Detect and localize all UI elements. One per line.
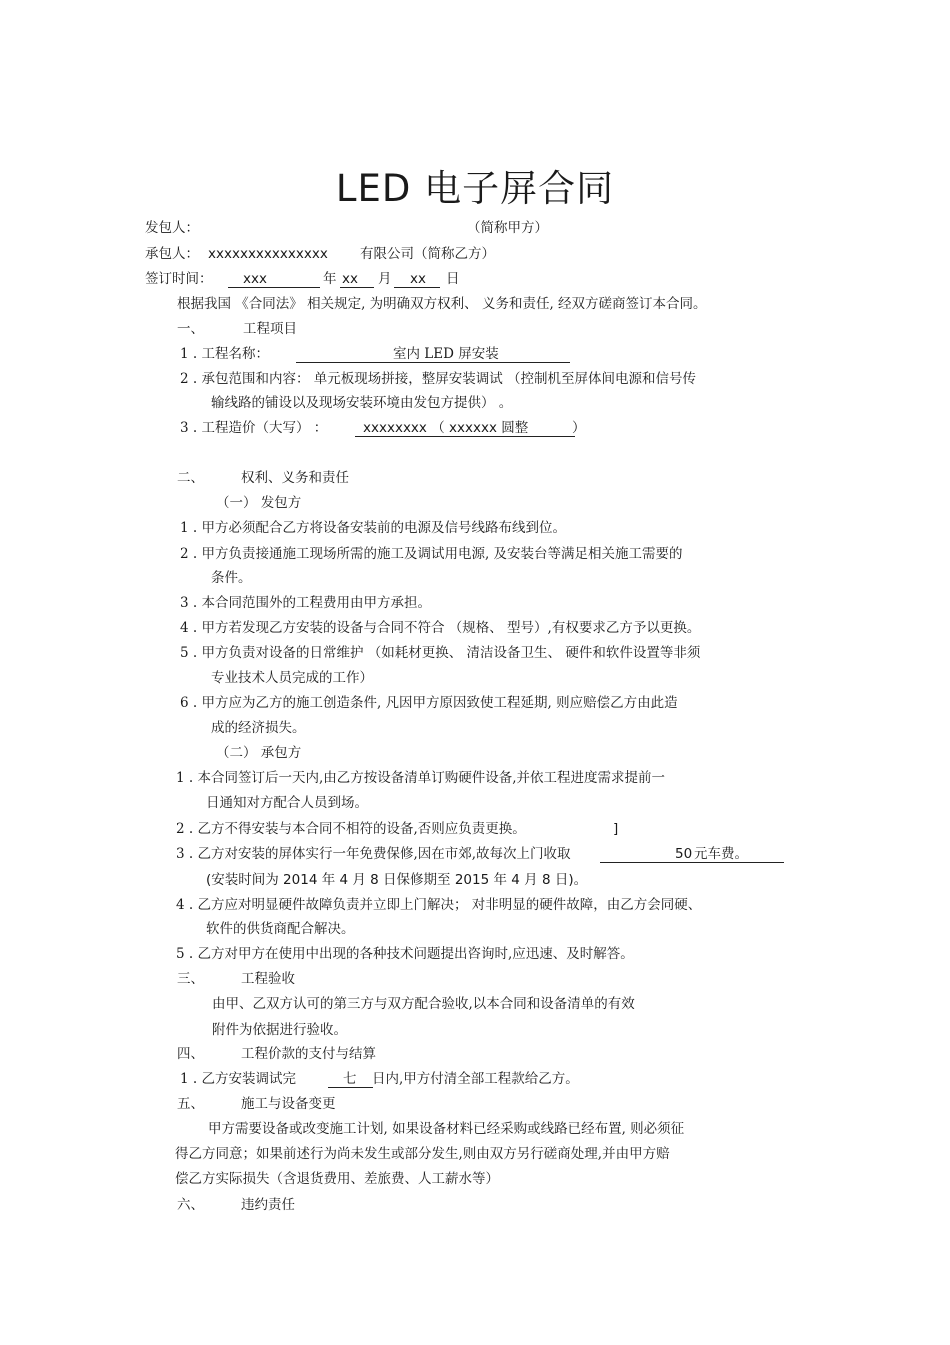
client-label: 发包人：	[145, 220, 199, 236]
s2-p2-line2: 条件。	[211, 570, 252, 586]
date-year: xxx	[243, 271, 267, 287]
s2-q1-line1: 1 . 本合同签订后一天内,由乙方按设备清单订购硬件设备,并依工程进度需求提前一	[176, 770, 666, 786]
s2-q2: 2 . 乙方不得安装与本合同不相符的设备,否则应负责更换。	[176, 821, 526, 837]
intro-paragraph: 根据我国 《合同法》 相关规定, 为明确双方权利、 义务和责任, 经双方磋商签订本合同。	[177, 296, 707, 312]
s2-p6-line1: 6 . 甲方应为乙方的施工创造条件, 凡因甲方原因致使工程延期, 则应赔偿乙方由此造	[180, 695, 678, 711]
section3-number: 三、	[177, 971, 204, 987]
s4-days-underline	[328, 1087, 373, 1088]
item3-label: 3 . 工程造价（大写） ：	[180, 420, 328, 436]
s2-p2-line1: 2 . 甲方负责接通施工现场所需的施工及调试用电源, 及安装台等满足相关施工需要的	[180, 546, 683, 562]
date-month-underline	[340, 287, 374, 288]
s2-q3-fee: 50	[675, 846, 693, 862]
s3-line2: 附件为依据进行验收。	[212, 1022, 347, 1038]
s2-p4: 4 . 甲方若发现乙方安装的设备与合同不符合 （规格、 型号）,有权要求乙方予以更换。	[180, 620, 701, 636]
contractor-name: xxxxxxxxxxxxxxx	[208, 246, 328, 262]
section1-title: 工程项目	[243, 321, 297, 337]
section5-number: 五、	[177, 1096, 204, 1112]
item3-underline	[355, 436, 575, 437]
s5-line1: 甲方需要设备或改变施工计划, 如果设备材料已经采购或线路已经布置, 则必须征	[208, 1121, 685, 1137]
item3-value: xxxxxxxx （ xxxxxx 圆整	[363, 420, 529, 436]
s2-p5-line2: 专业技术人员完成的工作）	[211, 670, 373, 686]
section4-number: 四、	[177, 1046, 204, 1062]
s2-p6-line2: 成的经济损失。	[211, 720, 306, 736]
s2-q2-mark: ]	[613, 821, 619, 837]
item1-underline	[296, 362, 570, 363]
s2-q1-line2: 日通知对方配合人员到场。	[206, 795, 368, 811]
s2-q3-fee-unit: 元车费。	[694, 846, 748, 862]
section2-title: 权利、义务和责任	[241, 470, 349, 486]
section2-sub1: （一） 发包方	[216, 495, 302, 511]
year-label: 年	[323, 271, 337, 287]
section2-sub2: （二） 承包方	[216, 745, 302, 761]
s2-q3-line1: 3 . 乙方对安装的屏体实行一年免费保修,因在市郊,故每次上门收取	[176, 846, 571, 862]
s5-line2: 得乙方同意；如果前述行为尚未发生或部分发生,则由双方另行磋商处理,并由甲方赔	[175, 1146, 670, 1162]
s2-p1: 1 . 甲方必须配合乙方将设备安装前的电源及信号线路布线到位。	[180, 520, 566, 536]
date-year-underline	[228, 287, 320, 288]
section6-title: 违约责任	[241, 1197, 295, 1213]
section5-title: 施工与设备变更	[241, 1096, 336, 1112]
item1-label: 1 . 工程名称：	[180, 346, 269, 362]
item2-line1: 2 . 承包范围和内容： 单元板现场拼接，整屏安装调试 （控制机至屏体间电源和信号传	[180, 371, 697, 387]
section4-title: 工程价款的支付与结算	[241, 1046, 376, 1062]
s3-line1: 由甲、乙双方认可的第三方与双方配合验收,以本合同和设备清单的有效	[212, 996, 635, 1012]
s2-q4-line2: 软件的供货商配合解决。	[206, 921, 355, 937]
s2-q4-line1: 4 . 乙方应对明显硬件故障负责并立即上门解决； 对非明显的硬件故障，由乙方会同硬、	[176, 897, 702, 913]
day-label: 日	[446, 271, 460, 287]
item2-line2: 输线路的铺设以及现场安装环境由发包方提供） 。	[211, 395, 513, 411]
date-month: xx	[342, 271, 358, 287]
s4-line1-b: 日内,甲方付清全部工程款给乙方。	[372, 1071, 579, 1087]
s2-q5: 5 . 乙方对甲方在使用中出现的各种技术问题提出咨询时,应迅速、及时解答。	[176, 946, 634, 962]
date-label: 签订时间：	[145, 271, 213, 287]
client-suffix: （简称甲方）	[467, 220, 548, 236]
section6-number: 六、	[177, 1197, 204, 1213]
item1-value: 室内 LED 屏安装	[393, 346, 499, 362]
item3-close: ）	[572, 420, 586, 436]
date-day: xx	[410, 271, 426, 287]
section2-number: 二、	[177, 470, 204, 486]
s2-q3-line2: (安装时间为 2014 年 4 月 8 日保修期至 2015 年 4 月 8 日)。	[206, 872, 588, 888]
contractor-label: 承包人：	[145, 246, 199, 262]
section1-number: 一、	[177, 321, 204, 337]
s2-q3-underline	[600, 862, 784, 863]
contract-title: LED 电子屏合同	[335, 167, 615, 210]
date-day-underline	[394, 287, 440, 288]
section3-title: 工程验收	[241, 971, 295, 987]
s2-p5-line1: 5 . 甲方负责对设备的日常维护 （如耗材更换、 清洁设备卫生、 硬件和软件设置等非须	[180, 645, 701, 661]
month-label: 月	[378, 271, 392, 287]
s4-line1-a: 1 . 乙方安装调试完	[180, 1071, 296, 1087]
s4-days: 七	[343, 1071, 357, 1087]
s5-line3: 偿乙方实际损失（含退货费用、差旅费、人工薪水等）	[175, 1171, 499, 1187]
contractor-suffix: 有限公司（简称乙方）	[360, 246, 495, 262]
s2-p3: 3 . 本合同范围外的工程费用由甲方承担。	[180, 595, 431, 611]
